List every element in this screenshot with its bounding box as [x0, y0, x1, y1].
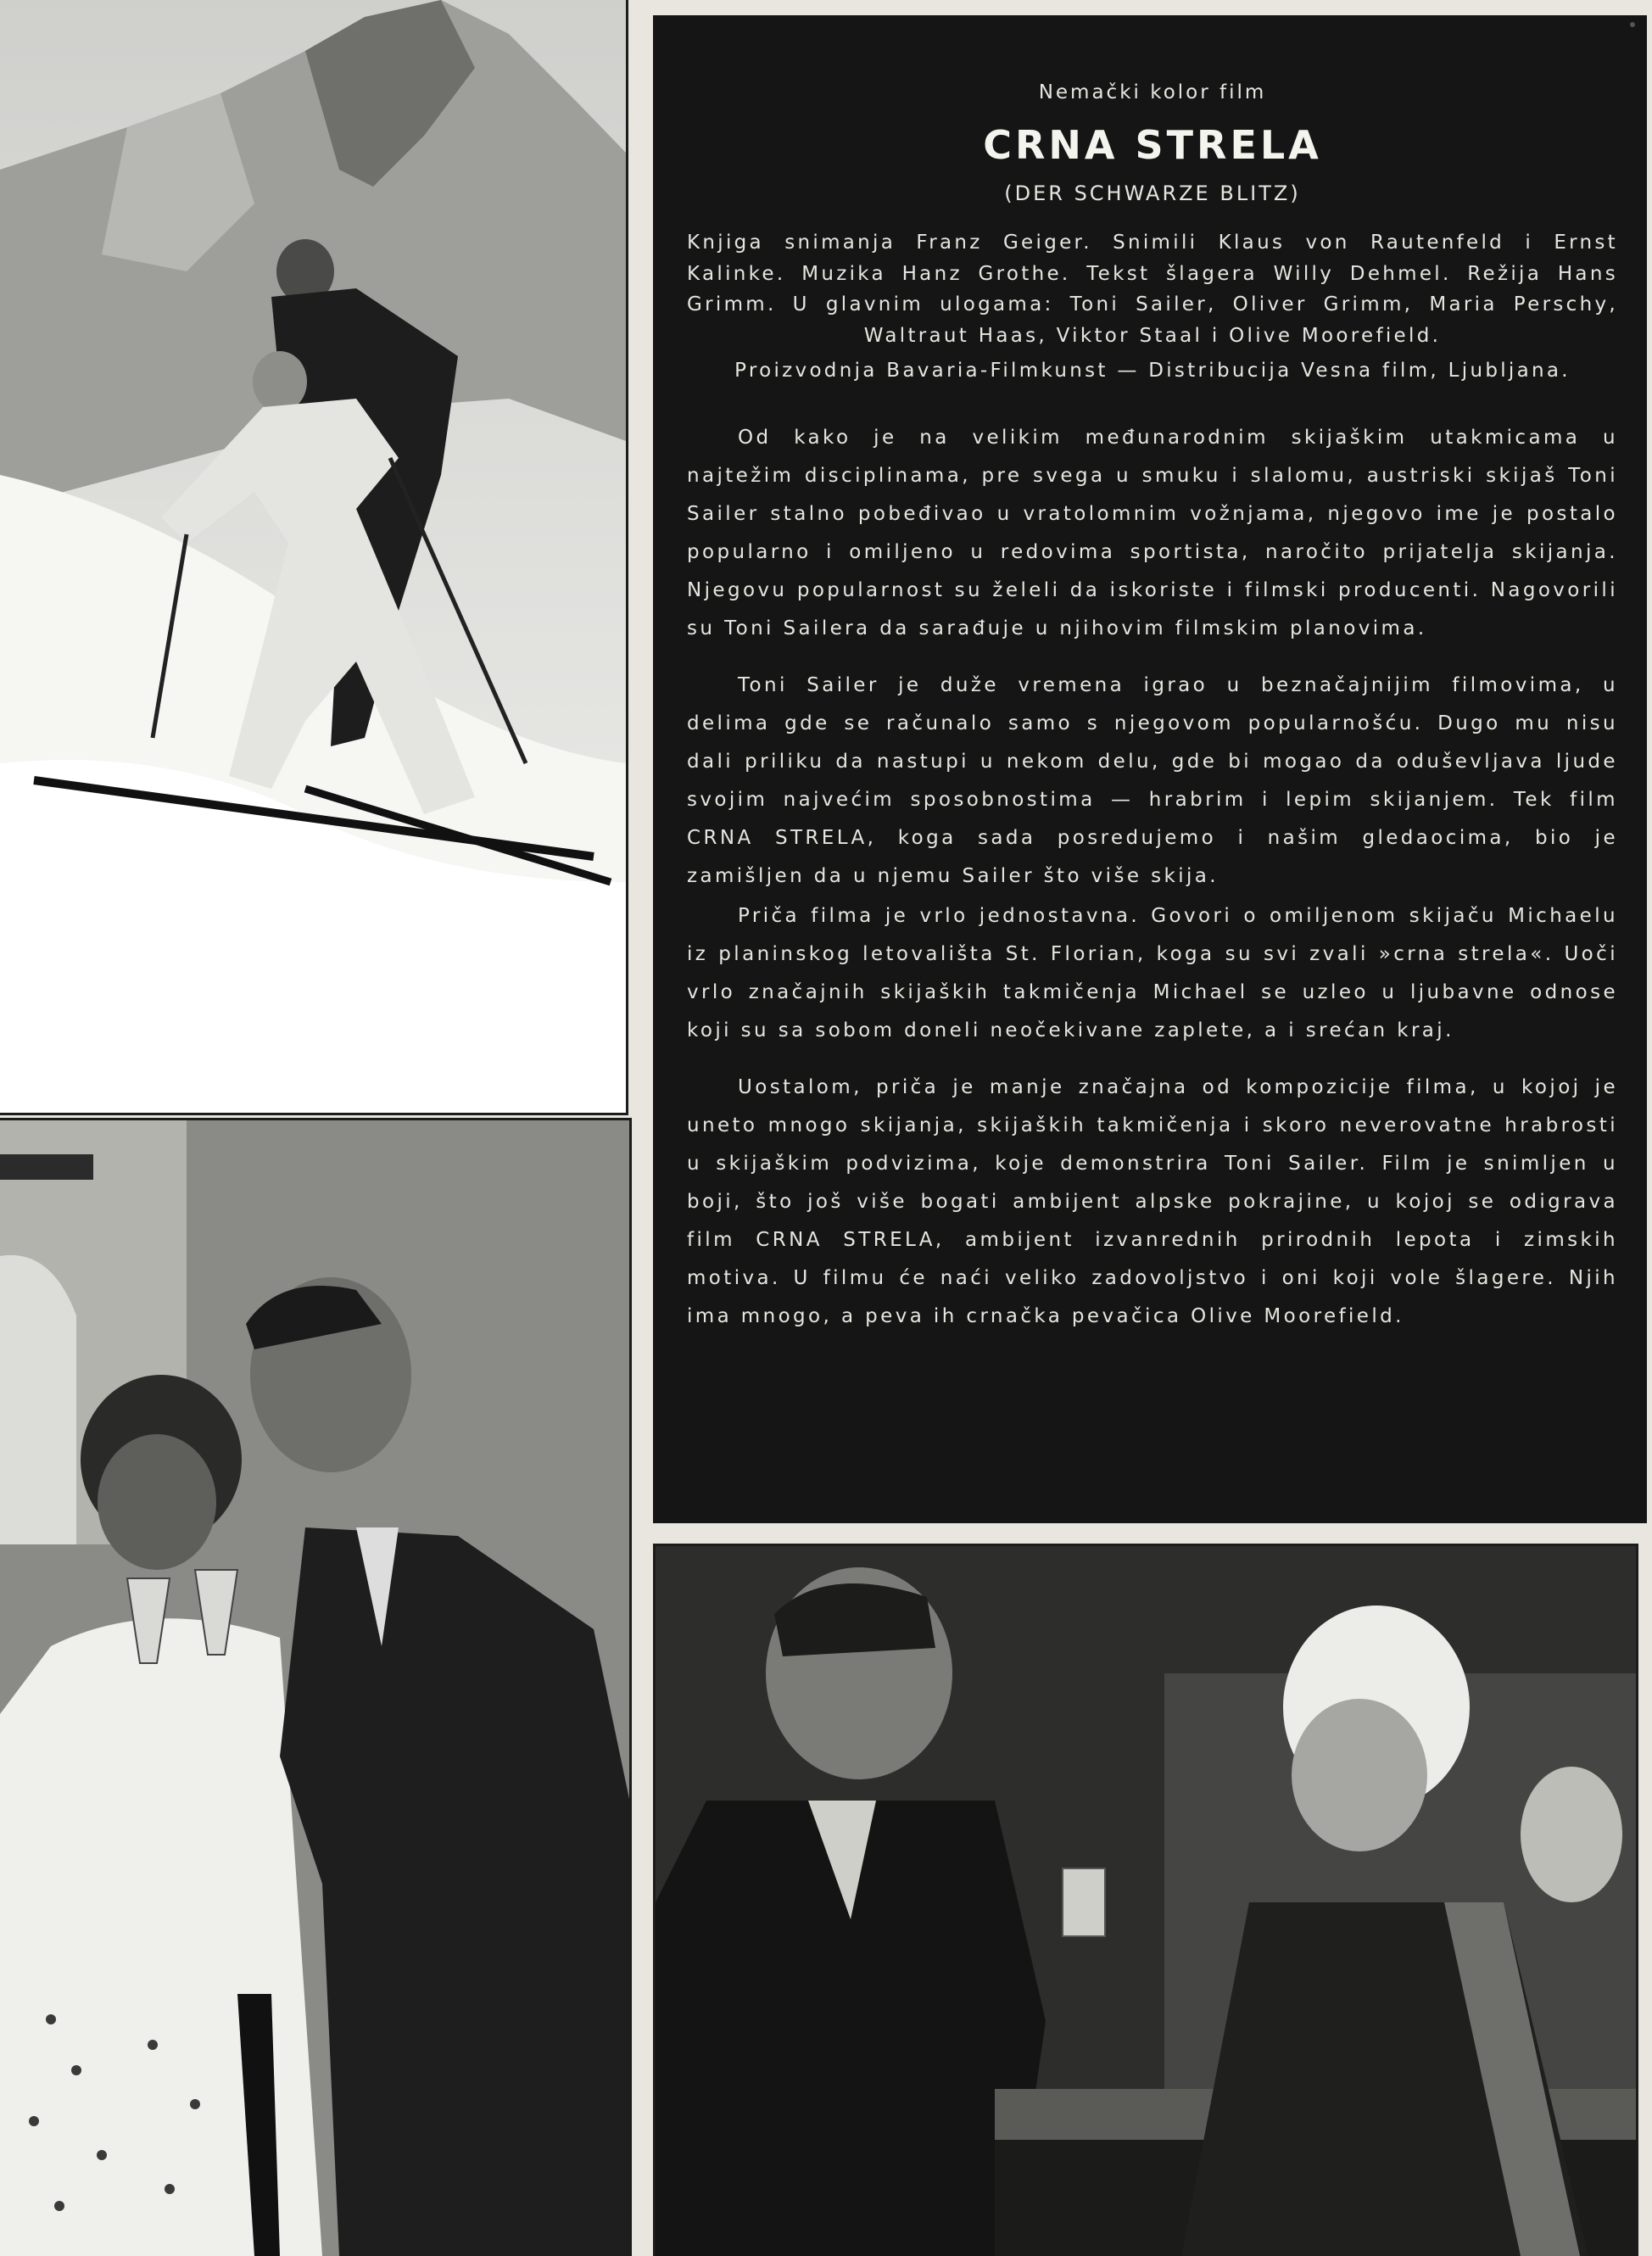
- film-title: CRNA STRELA: [983, 122, 1322, 168]
- article-panel: [653, 15, 1647, 1523]
- photo-skiers: [0, 0, 628, 1115]
- toasting-couple-illustration: [0, 1120, 629, 2256]
- page-dot: [1630, 22, 1635, 27]
- credits-text: Knjiga snimanja Franz Geiger. Snimili Klaus von Rautenfeld i Ernst Kalinke. Muzika Hanz Grothe. Tekst šlagera Willy Dehmel. Režija Hans Grimm. U glavnim ulogama: Toni Sailer, Oliver Grimm, Maria Perschy, Waltraut Haas, Viktor Staal i Olive Moorefield.: [687, 232, 1618, 347]
- original-title: (DER SCHWARZE BLITZ): [1004, 181, 1301, 205]
- article-paragraph: Uostalom, priča je manje značajna od kompozicije filma, u kojoj je uneto mnogo skijanja, skijaških takmičenja i skoro neverovatne hrabrosti u skijaškim podvizima, koje demonstrira Toni Sailer. Film je snimljen u boji, što još više bogati ambijent alpske pokrajine, u kojoj se odigrava film CRNA STRELA, ambijent izvanrednih prirodnih lepota i zimskih motiva. U filmu će naći veliko zadovoljstvo i oni koji vole šlagere. Njih ima mnogo, a peva ih crnačka pevačica Olive Moorefield.: [687, 1076, 1618, 1327]
- article-paragraph: Toni Sailer je duže vremena igrao u beznačajnijim filmovima, u delima gde se računalo samo s njegovom popularnošću. Dugo mu nisu dali priliku da nastupi u nekom delu, gde bi mogao da oduševljava ljude svojim najvećim sposobnostima — hrabrim i lepim skijanjem. Tek film CRNA STRELA, koga sada posredujemo i našim gledaocima, bio je zamišljen da u njemu Sailer što više skija.: [687, 674, 1618, 887]
- article-paragraph: Od kako je na velikim međunarodnim skijaškim utakmicama u najtežim disciplinama, pre svega u smuku i slalomu, austriski skijaš Toni Sailer stalno pobeđivao u vratolomnim vožnjama, njegovo ime je postalo popularno i omiljeno u redovima sportista, naročito prijatelja skijanja. Njegovu popularnost su želeli da iskoriste i filmski producenti. Nagovorili su Toni Sailera da sarađuje u njihovim filmskim planovima.: [687, 427, 1618, 639]
- skiers-illustration: [0, 0, 626, 1113]
- bar-scene-illustration: [656, 1546, 1636, 2256]
- article-paragraph: Priča filma je vrlo jednostavna. Govori o omiljenom skijaču Michaelu iz planinskog letovališta St. Florian, koga su svi zvali »crna strela«. Uoči vrlo značajnih skijaških takmičenja Michael se uzleo u ljubavne odnose koji su sa sobom doneli neočekivane zaplete, a i srećan kraj.: [687, 905, 1618, 1041]
- production-line: Proizvodnja Bavaria-Filmkunst — Distribucija Vesna film, Ljubljana.: [734, 360, 1571, 382]
- photo-toasting-couple: [0, 1118, 632, 2256]
- photo-bar-scene: [653, 1544, 1638, 2256]
- film-subtitle: Nemački kolor film: [1038, 81, 1267, 103]
